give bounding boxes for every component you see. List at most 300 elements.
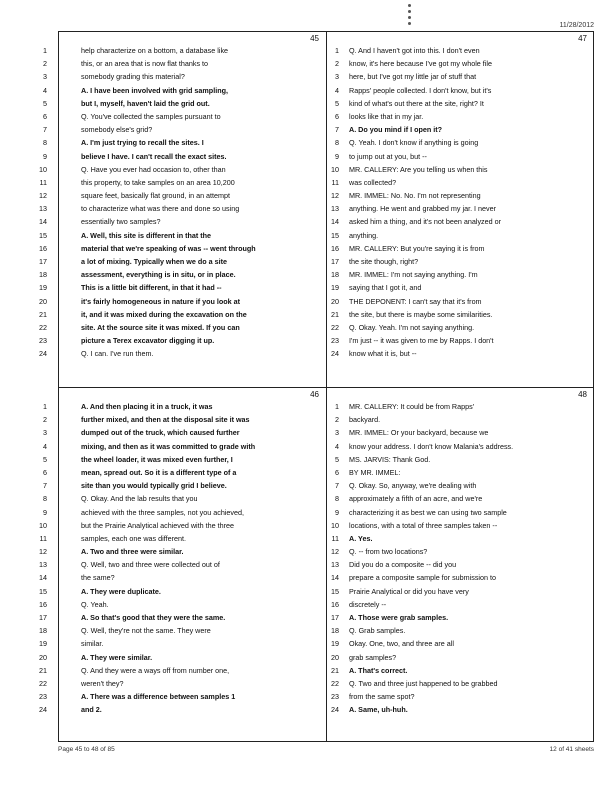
line-number: 7 <box>335 125 339 135</box>
transcript-line <box>43 150 327 163</box>
line-text: A. And then placing it in a truck, it was <box>81 402 213 411</box>
line-text: the same? <box>81 573 115 583</box>
line-number: 12 <box>331 191 339 201</box>
transcript-line <box>39 229 327 242</box>
line-number: 21 <box>39 665 47 675</box>
transcript-line <box>39 571 327 584</box>
transcript-line <box>39 532 327 545</box>
line-text: to jump out at you, but -- <box>349 151 427 161</box>
transcript-line <box>327 558 595 571</box>
line-text: but the Prairie Analytical achieved with the three <box>81 520 235 530</box>
line-text: mean, spread out. So it is a different type of a <box>81 467 237 477</box>
transcript-line <box>327 637 595 650</box>
line-text: A. Yes. <box>349 533 373 543</box>
transcript-line <box>39 215 327 228</box>
line-text: a lot of mixing. Typically when we do a site <box>81 257 228 266</box>
line-number: 1 <box>335 46 339 55</box>
line-text: Q. Two and three just happened to be grabbed <box>349 678 498 688</box>
line-number: 1 <box>43 46 47 55</box>
line-number: 1 <box>43 402 47 411</box>
line-number: 17 <box>39 613 47 622</box>
line-number: 18 <box>331 626 339 636</box>
line-number: 16 <box>331 243 339 253</box>
line-text: BY MR. IMMEL: <box>349 467 401 477</box>
transcript-line <box>327 84 595 97</box>
line-number: 4 <box>335 441 339 451</box>
line-text: MS. JARVIS: Thank God. <box>349 454 431 464</box>
transcript-line <box>39 281 327 294</box>
line-text: this, or an area that is now flat thanks to <box>81 59 209 69</box>
transcript-line <box>39 611 327 624</box>
line-text: I'm just -- it was given to me by Rapps. I don't <box>349 336 494 346</box>
line-number: 14 <box>39 217 47 227</box>
transcript-line <box>43 426 327 439</box>
binder-holes <box>408 4 411 28</box>
transcript-line <box>39 308 327 321</box>
transcript-line <box>327 690 595 703</box>
line-text: MR. CALLERY: Are you telling us when this <box>349 164 488 174</box>
line-text: Q. You've collected the samples pursuant to <box>81 111 221 121</box>
transcript-line <box>43 44 327 57</box>
line-text: Q. And I haven't got into this. I don't even <box>349 46 480 55</box>
transcript-line <box>39 637 327 650</box>
line-number: 20 <box>331 652 339 662</box>
line-text: approximately a fifth of an acre, and we're <box>349 494 483 504</box>
transcript-line <box>327 677 595 690</box>
line-text: this property, to take samples on an area 10,200 <box>81 177 235 187</box>
transcript-line <box>43 453 327 466</box>
transcript-line <box>43 492 327 505</box>
line-number: 13 <box>331 204 339 214</box>
line-text: asked him a thing, and it's not been analyzed or <box>349 217 502 227</box>
line-number: 23 <box>331 692 339 702</box>
line-number: 11 <box>39 177 47 187</box>
line-number: 8 <box>335 494 339 504</box>
line-number: 11 <box>331 533 339 543</box>
line-text: grab samples? <box>349 652 397 662</box>
transcript-line <box>39 598 327 611</box>
transcript-line <box>327 453 595 466</box>
line-number: 19 <box>39 639 47 649</box>
transcript-line <box>327 123 595 136</box>
line-text: locations, with a total of three samples taken -- <box>349 520 498 530</box>
line-text: characterizing it as best we can using two sample <box>349 507 507 517</box>
line-number: 10 <box>331 164 339 174</box>
line-text: saying that I got it, and <box>349 283 422 293</box>
line-text: Q. Okay. Yeah. I'm not saying anything. <box>349 322 475 332</box>
transcript-line <box>39 268 327 281</box>
line-number: 1 <box>335 402 339 411</box>
line-text: achieved with the three samples, not you achieved, <box>81 507 245 517</box>
page-lines <box>39 44 327 361</box>
transcript-line <box>327 466 595 479</box>
transcript-line <box>327 426 595 439</box>
line-number: 16 <box>39 599 47 609</box>
transcript-line <box>39 519 327 532</box>
transcript-line <box>39 585 327 598</box>
line-text: the site, but there is maybe some similarities. <box>349 309 493 319</box>
line-text: Rapps' people collected. I don't know, but it's <box>349 85 492 95</box>
line-text: mixing, and then as it was committed to grade with <box>81 441 256 451</box>
transcript-line <box>327 400 595 413</box>
line-text: material that we're speaking of was -- went through <box>81 243 256 253</box>
line-text: A. I'm just trying to recall the sites. I <box>81 138 204 148</box>
line-number: 2 <box>335 415 339 425</box>
transcript-line <box>43 123 327 136</box>
line-number: 16 <box>39 243 47 253</box>
line-number: 15 <box>39 230 47 240</box>
transcript-line <box>327 611 595 624</box>
transcript-line <box>327 229 595 242</box>
line-number: 20 <box>331 296 339 306</box>
line-text: to characterize what was there and done so using <box>81 204 240 214</box>
page-panel <box>39 32 327 387</box>
line-text: it's fairly homogeneous in nature if you look at <box>81 296 241 306</box>
line-text: A. Well, this site is different in that the <box>81 230 212 240</box>
line-number: 2 <box>43 59 47 69</box>
line-number: 17 <box>331 257 339 266</box>
line-number: 23 <box>39 336 47 346</box>
line-text: further mixed, and then at the disposal site it was <box>81 415 250 425</box>
transcript-line <box>39 242 327 255</box>
line-text: somebody grading this material? <box>81 72 185 82</box>
line-text: here, but I've got my little jar of stuff that <box>349 72 477 82</box>
transcript-line <box>39 703 327 716</box>
line-number: 14 <box>331 573 339 583</box>
line-number: 19 <box>39 283 47 293</box>
line-text: MR. CALLERY: But you're saying it is from <box>349 243 485 253</box>
transcript-line <box>327 202 595 215</box>
line-text: it, and it was mixed during the excavation on the <box>81 309 247 319</box>
transcript-line <box>39 295 327 308</box>
line-number: 9 <box>335 151 339 161</box>
line-text: site than you would typically grid I believe. <box>81 481 227 491</box>
line-text: site. At the source site it was mixed. If you can <box>81 322 240 332</box>
transcript-line <box>327 598 595 611</box>
transcript-line <box>39 651 327 664</box>
line-number: 22 <box>331 322 339 332</box>
line-number: 9 <box>43 507 47 517</box>
line-text: Okay. One, two, and three are all <box>349 639 454 649</box>
transcript-line <box>43 506 327 519</box>
transcript-line <box>39 163 327 176</box>
transcript-line <box>39 664 327 677</box>
line-text: the site though, right? <box>349 257 419 266</box>
transcript-line <box>327 44 595 57</box>
line-text: Q. Yeah. <box>81 599 109 609</box>
line-number: 21 <box>39 309 47 319</box>
line-number: 9 <box>335 507 339 517</box>
line-number: 22 <box>331 678 339 688</box>
line-text: believe I have. I can't recall the exact sites. <box>81 151 227 161</box>
transcript-line <box>327 571 595 584</box>
line-number: 4 <box>43 85 47 95</box>
line-text: Q. -- from two locations? <box>349 547 428 557</box>
transcript-line <box>327 519 595 532</box>
line-text: Q. Yeah. I don't know if anything is going <box>349 138 479 148</box>
transcript-line <box>43 110 327 123</box>
transcript-line <box>327 651 595 664</box>
header-date: 11/28/2012 <box>559 22 594 29</box>
transcript-line <box>43 57 327 70</box>
transcript-line <box>327 110 595 123</box>
transcript-line <box>43 400 327 413</box>
transcript-line <box>327 440 595 453</box>
line-number: 24 <box>331 705 339 715</box>
transcript-line <box>327 189 595 202</box>
transcript-line <box>327 281 595 294</box>
line-number: 18 <box>39 626 47 636</box>
line-number: 19 <box>331 639 339 649</box>
line-number: 7 <box>335 481 339 491</box>
line-text: similar. <box>81 639 104 649</box>
line-number: 6 <box>43 111 47 121</box>
line-text: MR. IMMEL: I'm not saying anything. I'm <box>349 270 478 280</box>
line-text: samples, each one was different. <box>81 533 186 543</box>
line-number: 8 <box>43 138 47 148</box>
line-text: kind of what's out there at the site, right? It <box>349 98 484 108</box>
transcript-line <box>39 255 327 268</box>
line-text: but I, myself, haven't laid the grid out. <box>81 98 210 108</box>
transcript-line <box>39 189 327 202</box>
line-number: 6 <box>335 467 339 477</box>
line-number: 5 <box>335 98 339 108</box>
line-number: 13 <box>39 560 47 570</box>
line-number: 12 <box>39 191 47 201</box>
page-panel <box>327 388 595 743</box>
transcript-line <box>327 215 595 228</box>
transcript-line <box>43 97 327 110</box>
line-text: was collected? <box>349 177 397 187</box>
line-text: anything. <box>349 230 379 240</box>
transcript-line <box>39 677 327 690</box>
line-text: A. Those were grab samples. <box>349 613 449 622</box>
line-number: 22 <box>39 678 47 688</box>
line-number: 18 <box>39 270 47 280</box>
transcript-line <box>39 545 327 558</box>
line-text: A. Two and three were similar. <box>81 547 184 557</box>
line-number: 14 <box>39 573 47 583</box>
transcript-line <box>327 532 595 545</box>
line-text: picture a Terex excavator digging it up. <box>81 336 215 346</box>
transcript-line <box>43 84 327 97</box>
footer-page-range: Page 45 to 48 of 85 <box>58 746 115 753</box>
line-text: from the same spot? <box>349 692 415 702</box>
line-number: 9 <box>43 151 47 161</box>
line-number: 5 <box>43 98 47 108</box>
transcript-line <box>327 176 595 189</box>
transcript-line <box>39 202 327 215</box>
transcript-line <box>43 136 327 149</box>
line-text: A. There was a difference between samples 1 <box>81 692 236 702</box>
line-number: 7 <box>43 481 47 491</box>
line-text: assessment, everything is in situ, or in place. <box>81 270 236 280</box>
page-lines <box>327 400 595 717</box>
line-number: 5 <box>335 454 339 464</box>
line-text: anything. He went and grabbed my jar. I never <box>349 204 497 214</box>
line-number: 2 <box>335 59 339 69</box>
transcript-line <box>39 347 327 360</box>
line-text: and 2. <box>81 705 102 715</box>
page-lines <box>327 44 595 361</box>
transcript-line <box>327 506 595 519</box>
transcript-line <box>39 690 327 703</box>
line-text: A. That's correct. <box>349 665 408 675</box>
transcript-line <box>327 321 595 334</box>
footer-sheet-count: 12 of 41 sheets <box>549 746 594 753</box>
transcript-line <box>327 268 595 281</box>
line-text: square feet, basically flat ground, in an attempt <box>81 191 231 201</box>
transcript-line <box>43 466 327 479</box>
transcript-line <box>327 492 595 505</box>
line-number: 10 <box>331 520 339 530</box>
line-number: 24 <box>39 349 47 359</box>
transcript-line <box>39 176 327 189</box>
transcript-line <box>43 70 327 83</box>
line-number: 6 <box>335 111 339 121</box>
line-text: Did you do a composite -- did you <box>349 560 457 570</box>
transcript-line <box>39 334 327 347</box>
line-text: the wheel loader, it was mixed even further, I <box>81 454 233 464</box>
line-text: THE DEPONENT: I can't say that it's from <box>349 296 482 306</box>
line-text: somebody else's grid? <box>81 125 153 135</box>
transcript-line <box>327 585 595 598</box>
page-number: 46 <box>310 390 319 399</box>
line-number: 21 <box>331 665 339 675</box>
transcript-line <box>327 413 595 426</box>
transcript-line <box>327 703 595 716</box>
page-panel <box>327 32 595 387</box>
transcript-line <box>327 57 595 70</box>
transcript-line <box>327 347 595 360</box>
line-number: 12 <box>331 547 339 557</box>
transcript-line <box>327 624 595 637</box>
line-text: dumped out of the truck, which caused further <box>81 428 240 438</box>
line-number: 4 <box>43 441 47 451</box>
line-number: 13 <box>331 560 339 570</box>
line-text: Q. Okay. And the lab results that you <box>81 494 198 504</box>
line-text: A. Do you mind if I open it? <box>349 125 443 135</box>
transcript-line <box>327 97 595 110</box>
line-number: 14 <box>331 217 339 227</box>
page-number: 48 <box>578 390 587 399</box>
page-number: 47 <box>578 34 587 43</box>
line-text: discretely -- <box>349 599 387 609</box>
line-number: 23 <box>39 692 47 702</box>
line-number: 12 <box>39 547 47 557</box>
line-text: Q. Well, two and three were collected out of <box>81 560 220 570</box>
line-number: 24 <box>39 705 47 715</box>
line-text: prepare a composite sample for submission to <box>349 573 497 583</box>
line-number: 8 <box>335 138 339 148</box>
transcript-line <box>327 295 595 308</box>
line-number: 17 <box>39 257 47 266</box>
line-number: 2 <box>43 415 47 425</box>
line-text: essentially two samples? <box>81 217 161 227</box>
line-text: know your address. I don't know Malania's address. <box>349 441 514 451</box>
line-text: know, it's here because I've got my whole file <box>349 59 492 69</box>
page-number: 45 <box>310 34 319 43</box>
line-number: 3 <box>335 428 339 438</box>
line-text: A. So that's good that they were the same. <box>81 613 226 622</box>
transcript-line <box>327 545 595 558</box>
transcript-line <box>39 558 327 571</box>
transcript-line <box>327 242 595 255</box>
line-number: 13 <box>39 204 47 214</box>
transcript-line <box>43 413 327 426</box>
line-text: Q. I can. I've run them. <box>81 349 154 359</box>
line-text: A. I have been involved with grid sampling, <box>81 85 228 95</box>
line-number: 15 <box>331 586 339 596</box>
line-number: 3 <box>335 72 339 82</box>
line-text: Q. And they were a ways off from number one, <box>81 665 230 675</box>
line-number: 15 <box>39 586 47 596</box>
transcript-line <box>327 70 595 83</box>
line-number: 20 <box>39 296 47 306</box>
line-text: Q. Okay. So, anyway, we're dealing with <box>349 481 477 491</box>
line-number: 10 <box>39 520 47 530</box>
line-number: 11 <box>39 533 47 543</box>
line-number: 4 <box>335 85 339 95</box>
line-text: MR. CALLERY: It could be from Rapps' <box>349 402 475 411</box>
transcript-line <box>327 664 595 677</box>
line-text: backyard. <box>349 415 381 425</box>
line-text: MR. IMMEL: No. No. I'm not representing <box>349 191 481 201</box>
line-number: 23 <box>331 336 339 346</box>
line-number: 22 <box>39 322 47 332</box>
transcript-line <box>327 479 595 492</box>
line-text: know what it is, but -- <box>349 349 417 359</box>
line-number: 19 <box>331 283 339 293</box>
line-number: 3 <box>43 72 47 82</box>
transcript-line <box>327 255 595 268</box>
line-text: help characterize on a bottom, a database like <box>81 46 229 55</box>
line-text: A. Same, uh-huh. <box>349 705 408 715</box>
line-number: 24 <box>331 349 339 359</box>
line-text: A. They were duplicate. <box>81 586 161 596</box>
page-panel <box>39 388 327 743</box>
page-lines <box>39 400 327 717</box>
line-number: 18 <box>331 270 339 280</box>
transcript-line <box>327 150 595 163</box>
line-number: 8 <box>43 494 47 504</box>
line-number: 17 <box>331 613 339 622</box>
transcript-line <box>327 163 595 176</box>
line-number: 21 <box>331 309 339 319</box>
line-number: 3 <box>43 428 47 438</box>
transcript-sheet <box>39 31 594 742</box>
transcript-line <box>43 440 327 453</box>
line-text: Q. Have you ever had occasion to, other than <box>81 164 226 174</box>
transcript-line <box>327 308 595 321</box>
line-number: 6 <box>43 467 47 477</box>
line-text: weren't they? <box>81 678 124 688</box>
line-text: A. They were similar. <box>81 652 153 662</box>
line-text: looks like that in my jar. <box>349 111 424 121</box>
line-text: Q. Grab samples. <box>349 626 406 636</box>
line-text: Q. Well, they're not the same. They were <box>81 626 211 636</box>
transcript-line <box>43 479 327 492</box>
line-number: 7 <box>43 125 47 135</box>
line-number: 10 <box>39 164 47 174</box>
line-number: 16 <box>331 599 339 609</box>
transcript-line <box>327 334 595 347</box>
transcript-line <box>39 624 327 637</box>
line-text: MR. IMMEL: Or your backyard, because we <box>349 428 489 438</box>
transcript-line <box>39 321 327 334</box>
line-number: 15 <box>331 230 339 240</box>
line-text: This is a little bit different, in that it had -- <box>81 283 222 293</box>
